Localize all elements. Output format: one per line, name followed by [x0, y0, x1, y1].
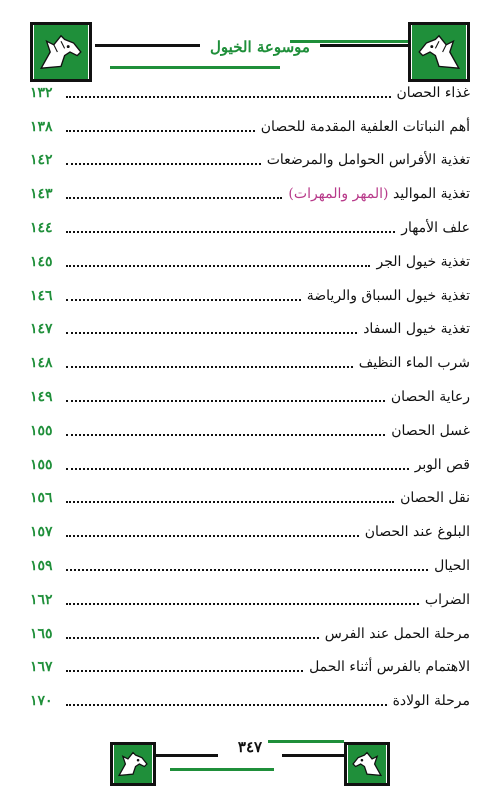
toc-row — [30, 279, 470, 313]
toc-title: أهم النباتات العلفية المقدمة للحصان — [260, 118, 470, 135]
toc-leader — [66, 468, 409, 470]
horse-head-icon — [110, 742, 156, 786]
toc-list — [30, 76, 470, 718]
footer-rule-left — [156, 754, 218, 757]
header-title: موسوعة الخيول — [210, 38, 310, 56]
toc-title: تغذية خيول السباق والرياضة — [306, 287, 470, 304]
toc-title-main: تغذية المواليد — [392, 186, 470, 203]
toc-title: مرحلة الولادة — [392, 693, 470, 710]
toc-leader — [66, 569, 428, 571]
toc-leader — [66, 366, 353, 368]
toc-page: ١٤٨ — [30, 355, 53, 372]
toc-row — [30, 313, 470, 347]
footer-rule-green-bottom — [170, 768, 274, 771]
toc-leader — [66, 400, 385, 402]
toc-leader — [66, 535, 359, 537]
toc-leader — [66, 434, 385, 436]
page-number: ٣٤٧ — [237, 738, 263, 756]
toc-page: ١٤٧ — [30, 321, 53, 338]
header-rule-green-bottom — [110, 66, 280, 69]
toc-row — [30, 651, 470, 685]
toc-page: ١٤٢ — [30, 152, 53, 169]
toc-title: نقل الحصان — [400, 490, 470, 507]
toc-title: مرحلة الحمل عند الفرس — [324, 625, 470, 642]
toc-row — [30, 245, 470, 279]
toc-leader — [66, 670, 303, 672]
header-rule-right — [320, 44, 408, 47]
toc-title: غذاء الحصان — [396, 84, 470, 101]
header-rule-left — [95, 44, 200, 47]
toc-title: غسل الحصان — [391, 422, 470, 439]
toc-page: ١٤٣ — [30, 186, 53, 203]
toc-page: ١٤٤ — [30, 220, 53, 237]
toc-row — [30, 211, 470, 245]
toc-leader — [66, 603, 419, 605]
toc-page: ١٤٦ — [30, 287, 53, 304]
toc-title: تغذية خيول السفاد — [363, 321, 470, 338]
toc-page: ١٦٥ — [30, 625, 53, 642]
toc-leader — [66, 96, 391, 98]
toc-leader — [66, 704, 387, 706]
toc-row — [30, 549, 470, 583]
toc-title: علف الأمهار — [401, 220, 470, 237]
page-header — [0, 0, 500, 80]
toc-title: رعاية الحصان — [390, 389, 470, 406]
toc-row — [30, 177, 470, 211]
toc-leader — [66, 501, 394, 503]
toc-row — [30, 380, 470, 414]
toc-row — [30, 144, 470, 178]
toc-row — [30, 414, 470, 448]
toc-leader — [66, 163, 261, 165]
toc-title: شرب الماء النظيف — [358, 355, 470, 372]
toc-leader — [66, 299, 301, 301]
toc-page: ١٥٩ — [30, 558, 53, 575]
horse-head-icon — [408, 22, 470, 82]
toc-page: ١٥٧ — [30, 524, 53, 541]
toc-row — [30, 482, 470, 516]
toc-page: ١٣٨ — [30, 118, 53, 135]
toc-page: ١٤٩ — [30, 389, 53, 406]
toc-leader — [66, 332, 357, 334]
toc-page: ١٤٥ — [30, 253, 53, 270]
toc-row — [30, 346, 470, 380]
toc-page: ١٦٧ — [30, 659, 53, 676]
toc-row — [30, 583, 470, 617]
toc-title: الاهتمام بالفرس أثناء الحمل — [309, 659, 470, 676]
toc-title-highlight: (المهر والمهرات) — [288, 186, 389, 203]
toc-title: تغذية خيول الجر — [376, 253, 470, 270]
toc-row — [30, 448, 470, 482]
toc-row — [30, 110, 470, 144]
toc-row — [30, 617, 470, 651]
toc-title: تغذية الأفراس الحوامل والمرضعات — [266, 152, 470, 169]
toc-row — [30, 76, 470, 110]
toc-title: الحيال — [434, 558, 470, 575]
toc-page: ١٦٢ — [30, 591, 53, 608]
toc-page: ١٥٥ — [30, 422, 53, 439]
toc-leader — [66, 637, 319, 639]
toc-title: البلوغ عند الحصان — [364, 524, 470, 541]
toc-page: ١٧٠ — [30, 693, 53, 710]
toc-leader — [66, 197, 282, 199]
page-footer — [0, 730, 500, 797]
toc-page: ١٣٢ — [30, 84, 53, 101]
toc-leader — [66, 130, 255, 132]
toc-leader — [66, 265, 370, 267]
toc-row — [30, 515, 470, 549]
toc-row — [30, 684, 470, 718]
toc-page: ١٥٦ — [30, 490, 53, 507]
toc-title: قص الوبر — [414, 456, 470, 473]
toc-page: ١٥٥ — [30, 456, 53, 473]
horse-head-icon — [344, 742, 390, 786]
toc-title — [286, 186, 470, 202]
toc-leader — [66, 231, 395, 233]
horse-head-icon — [30, 22, 92, 82]
footer-rule-right — [282, 754, 344, 757]
toc-title: الضراب — [424, 591, 470, 608]
